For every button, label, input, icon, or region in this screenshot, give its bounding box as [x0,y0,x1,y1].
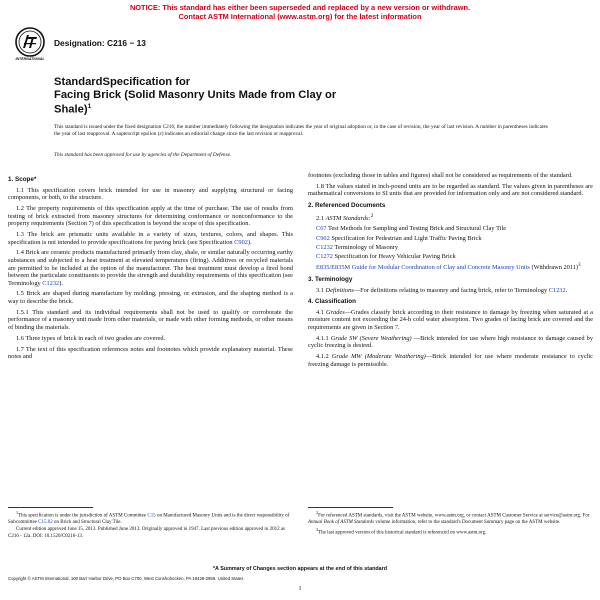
para-4-1-1-term: Grade SW (Severe Weathering) [330,334,412,342]
footnote-3-mark: 3 [316,527,319,533]
link-c1232[interactable]: C1232 [42,279,60,287]
footnote-divider-right [308,507,393,508]
dod-approval-note: This standard has been approved for use by agencies of the Department of Defense. [54,152,232,158]
para-4-1-end: . [398,323,400,331]
title-line-2: Facing Brick (Solid Masonry Units Made from Clay or [54,88,337,101]
para-1-6: 1.6 Three types of brick in each of two grades are covered. [16,334,166,342]
footnote-1-text: This specification is under the jurisdiction of ASTM Committee [18,513,148,519]
ref-item-c1272 [316,253,593,261]
section-3-heading: 3. Terminology [308,275,353,283]
ref-item-e835 [316,262,593,272]
edition-note: Current edition approved June 15, 2013. Published June 2013. Originally approved in 1947. Last previous edition approved in 2012 as C216 - 12a. DOI: 10.1520/C0216-13. [8,527,285,539]
ref-title[interactable]: Guide for Modular Coordination of Clay and Concrete Masonry Units [350,264,530,272]
footnote-3-text: The last approved version of this historical standard is referenced on www.astm.org. [318,530,487,536]
para-4-1-term: Grades [326,308,345,316]
para-1-3-text: 1.3 The brick are prismatic units available in a variety of sizes, textures, colors, and shapes. This specification is not intended to provide specifications for paving brick (see Specification [8,230,293,246]
page-number: 1 [298,586,302,592]
para-1-3-end: ). [247,238,252,246]
footnotes-left [8,510,293,541]
right-column [308,172,593,371]
footnote-2 [308,510,593,526]
para-4-1-num: 4.1 [316,308,327,316]
para-3-1-num: 3.1 [316,286,326,294]
link-c902[interactable]: C902 [234,238,248,246]
referenced-documents-list [308,225,593,271]
para-4-1-2-term: Grade MW (Moderate Weathering) [331,353,426,361]
para-1-5-1: 1.5.1 This standard and its individual requirements shall not be used to qualify or corroborate the performance of a masonry unit made from other materials, or made with other forming methods, or other means of binding the materials. [8,308,293,332]
para-1-1: 1.1 This specification covers brick intended for use in masonry and supplying structural or facing components, or both, to the structure. [8,186,293,202]
footnote-1-mark: 1 [16,510,19,515]
para-4-1-1-num: 4.1.1 [316,334,331,342]
ref-sup: 3 [578,262,581,269]
ref-item-c902 [316,235,593,243]
footnote-1 [8,510,293,526]
para-3-1-text: —For definitions relating to masonry and facing brick, refer to Terminology [353,286,549,294]
ref-title: Specification for Pedestrian and Light Traffic Paving Brick [329,234,482,242]
title-line-1: StandardSpecification for [54,76,191,88]
para-1-4 [8,249,293,287]
para-1-4-text: 1.4 Brick are ceramic products manufactured primarily from clay, shale, or similar naturally occurring earthy substances and subjected to a heat treatment at elevated temperatures (firing). Additives or recycled materials are permitted to be included at the option of the manufacturer. The heat treatment must develop a fired bond between the particulate constituents to provide the strength and durability requirements of this specification (see Terminology [8,249,293,287]
footnote-2-text-2: volume information, refer to the standard's Document Summary page on the ASTM website. [374,519,561,525]
title-line-3 [54,101,384,116]
para-4-1-2-text: —Brick intended for use where moderate resistance to cyclic freezing damage is permissible. [308,353,593,368]
link-c1232-ref[interactable]: C1232 [316,243,333,251]
link-c67[interactable]: C67 [316,225,327,233]
ref-withdrawn: (Withdrawn 2011) [529,264,579,272]
ref-item-c67 [316,225,593,233]
ref-title: Terminology of Masonry [332,243,399,251]
para-4-1-1-text: —Brick intended for use where high resistance to damage caused by cyclic freezing is desired. [308,334,593,350]
para-3-1-term: Definitions [325,286,354,294]
footnote-2-mark: 2 [316,510,319,515]
document-title [54,76,384,117]
section-2-heading: 2. Referenced Documents [308,201,386,209]
para-3-1-end: . [565,286,568,294]
section-4-heading: 4. Classification [308,298,356,306]
para-4-1-text: —Grades classify brick according to their resistance to damage by freezing when saturated at a moisture content not exceeding the 24-h cold water absorption. Two grades of facing brick are covered and the requirements are given in Section [308,308,593,331]
footnote-3 [308,527,593,537]
left-column [8,172,293,364]
para-1-4-end: ). [59,279,63,287]
para-2-1 [308,213,593,223]
footnote-2-text: For referenced ASTM standards, visit the ASTM website, www.astm.org, or contact ASTM Customer Service at service@astm.org. For [318,513,590,519]
footnotes-right [308,510,593,538]
ref-title: Test Methods for Sampling and Testing Brick and Structural Clay Tile [326,225,507,233]
footnote-2-book: Annual Book of ASTM Standards [308,519,375,525]
para-2-1-title: ASTM Standards: [325,214,371,222]
designation: Designation: C216 − 13 [54,38,146,48]
summary-of-changes-note: *A Summary of Changes section appears at the end of this standard [212,566,388,572]
footnote-divider-left [8,507,93,508]
link-c902-ref[interactable]: C902 [316,234,330,242]
link-e835[interactable]: E835/E835M [316,264,351,272]
footnote-1-text-3: on Brick and Structural Clay Tile. [52,519,122,525]
para-1-5: 1.5 Brick are shaped during manufacture by molding, pressing, or extrusion, and the shaping method is a way to describe the brick. [8,290,293,306]
para-2-1-sup: 2 [370,212,374,219]
link-c1232-term[interactable]: C1232 [548,286,566,294]
link-c15[interactable]: C15 [147,513,156,519]
notice-line-2: Contact ASTM International (www.astm.org) for the latest information [178,12,422,21]
link-section-7[interactable]: 7 [394,323,399,331]
ref-title: Specification for Heavy Vehicular Paving Brick [332,253,456,261]
issuance-note: This standard is issued under the fixed designation C216; the number immediately following the designation indicates the year of original adoption or, in the case of revision, the year of last revision. A number in parentheses indicates the year of last reapproval. A superscript epsilon (ε) indicates an editorial change since the last revision or reapproval. [54,124,548,137]
para-4-1 [308,309,593,332]
para-1-8: 1.8 The values stated in inch-pound units are to be regarded as standard. The values given in parentheses are mathematical conversions to SI units that are provided for information only and are not considered standard. [308,182,593,198]
para-1-3 [8,231,293,246]
para-2-1-num: 2.1 [316,214,326,222]
section-1-heading: 1. Scope* [8,176,37,183]
para-1-2: 1.2 The property requirements of this specification apply at the time of purchase. The use of results from testing of brick extracted from masonry structures for determining conformance or nonconformance to the property requirements (Section 7) of this specification is beyond the scope of this specification. [8,204,293,228]
link-c15-02[interactable]: C15.02 [38,519,53,525]
para-4-1-2-num: 4.1.2 [316,353,332,361]
para-4-1-2 [308,353,593,368]
link-c1272[interactable]: C1272 [316,253,333,261]
notice-line-1: NOTICE: This standard has either been superseded and replaced by a new version or withdrawn. [129,3,471,12]
para-1-7: 1.7 The text of this specification references notes and footnotes which provide explanatory material. These notes and [8,345,293,361]
ref-item-c1232 [316,244,593,252]
logo-text: INTERNATIONAL [15,57,45,61]
title-footnote-mark: 1 [87,103,92,111]
title-line-3-text: Shale) [54,103,88,116]
astm-logo-icon [12,26,48,66]
para-1-7-cont: footnotes (excluding those in tables and figures) shall not be considered as requirements of the standard. [308,172,573,179]
para-4-1-1 [308,335,593,350]
notice-banner [0,3,600,21]
copyright-line: Copyright © ASTM International, 100 Barr Harbor Drive, PO Box C700, West Conshohocken, PA 19428-2959. United States [8,576,244,581]
footnote-1-text-2: on Manufactured Masonry Units and is the direct responsibility of Subcommittee [8,513,290,525]
para-3-1 [308,287,593,295]
